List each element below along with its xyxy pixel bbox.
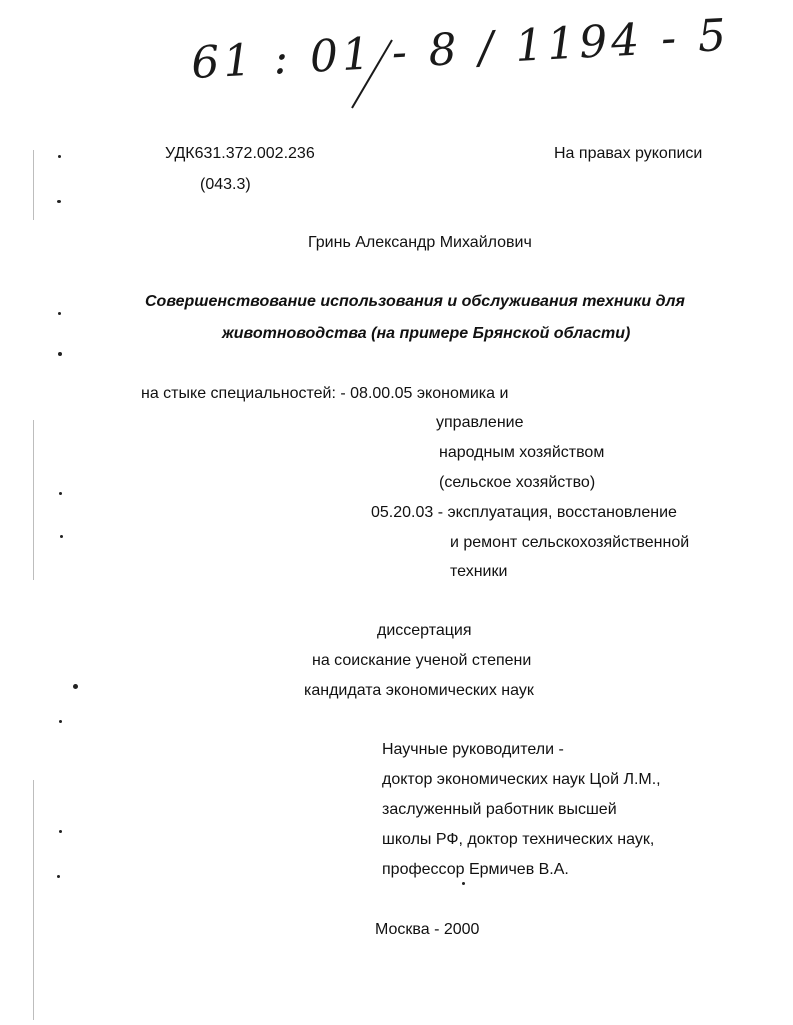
udk-code: УДК631.372.002.236 bbox=[165, 145, 315, 162]
scan-speck bbox=[59, 492, 62, 495]
specialty-line: (сельское хозяйство) bbox=[439, 474, 596, 491]
handwritten-archive-number: 61 : 01 - 8 / 1194 - 5 bbox=[190, 9, 732, 89]
degree-line-2: на соискание ученой степени bbox=[312, 652, 532, 669]
specialty-line: и ремонт сельскохозяйственной bbox=[450, 534, 690, 551]
udk-suffix: (043.3) bbox=[200, 176, 251, 193]
scan-speck bbox=[60, 535, 63, 538]
supervisor-line: Научные руководители - bbox=[382, 741, 564, 758]
scan-edge-line bbox=[33, 780, 34, 1020]
author-name: Гринь Александр Михайлович bbox=[308, 234, 532, 251]
scan-speck bbox=[73, 684, 78, 689]
specialty-line: техники bbox=[450, 563, 508, 580]
supervisor-line: профессор Ермичев В.А. bbox=[382, 861, 569, 878]
specialty-lead: на стыке специальностей: - 08.00.05 экономика и bbox=[141, 385, 509, 402]
scan-speck bbox=[58, 155, 61, 158]
supervisor-line: доктор экономических наук Цой Л.М., bbox=[382, 771, 661, 788]
city-year: Москва - 2000 bbox=[375, 921, 480, 938]
title-line-1: Совершенствование использования и обслуживания техники для bbox=[145, 293, 685, 310]
rights-note: На правах рукописи bbox=[554, 145, 703, 162]
degree-line-3: кандидата экономических наук bbox=[304, 682, 534, 699]
scan-speck bbox=[58, 312, 61, 315]
supervisor-line: школы РФ, доктор технических наук, bbox=[382, 831, 655, 848]
supervisor-line: заслуженный работник высшей bbox=[382, 801, 617, 818]
scan-edge-line bbox=[33, 150, 34, 220]
scan-edge-line bbox=[33, 420, 34, 580]
scan-speck bbox=[59, 720, 62, 723]
title-line-2: животноводства (на примере Брянской области) bbox=[222, 325, 631, 342]
scan-speck bbox=[57, 875, 60, 878]
scan-speck bbox=[58, 352, 62, 356]
handwritten-slash-mark bbox=[0, 0, 793, 120]
scan-speck bbox=[57, 200, 61, 203]
specialty-line: народным хозяйством bbox=[439, 444, 605, 461]
degree-line-1: диссертация bbox=[377, 622, 472, 639]
specialty-line: управление bbox=[436, 414, 524, 431]
scan-speck bbox=[462, 882, 465, 885]
specialty-second: 05.20.03 - эксплуатация, восстановление bbox=[371, 504, 677, 521]
scan-speck bbox=[59, 830, 62, 833]
